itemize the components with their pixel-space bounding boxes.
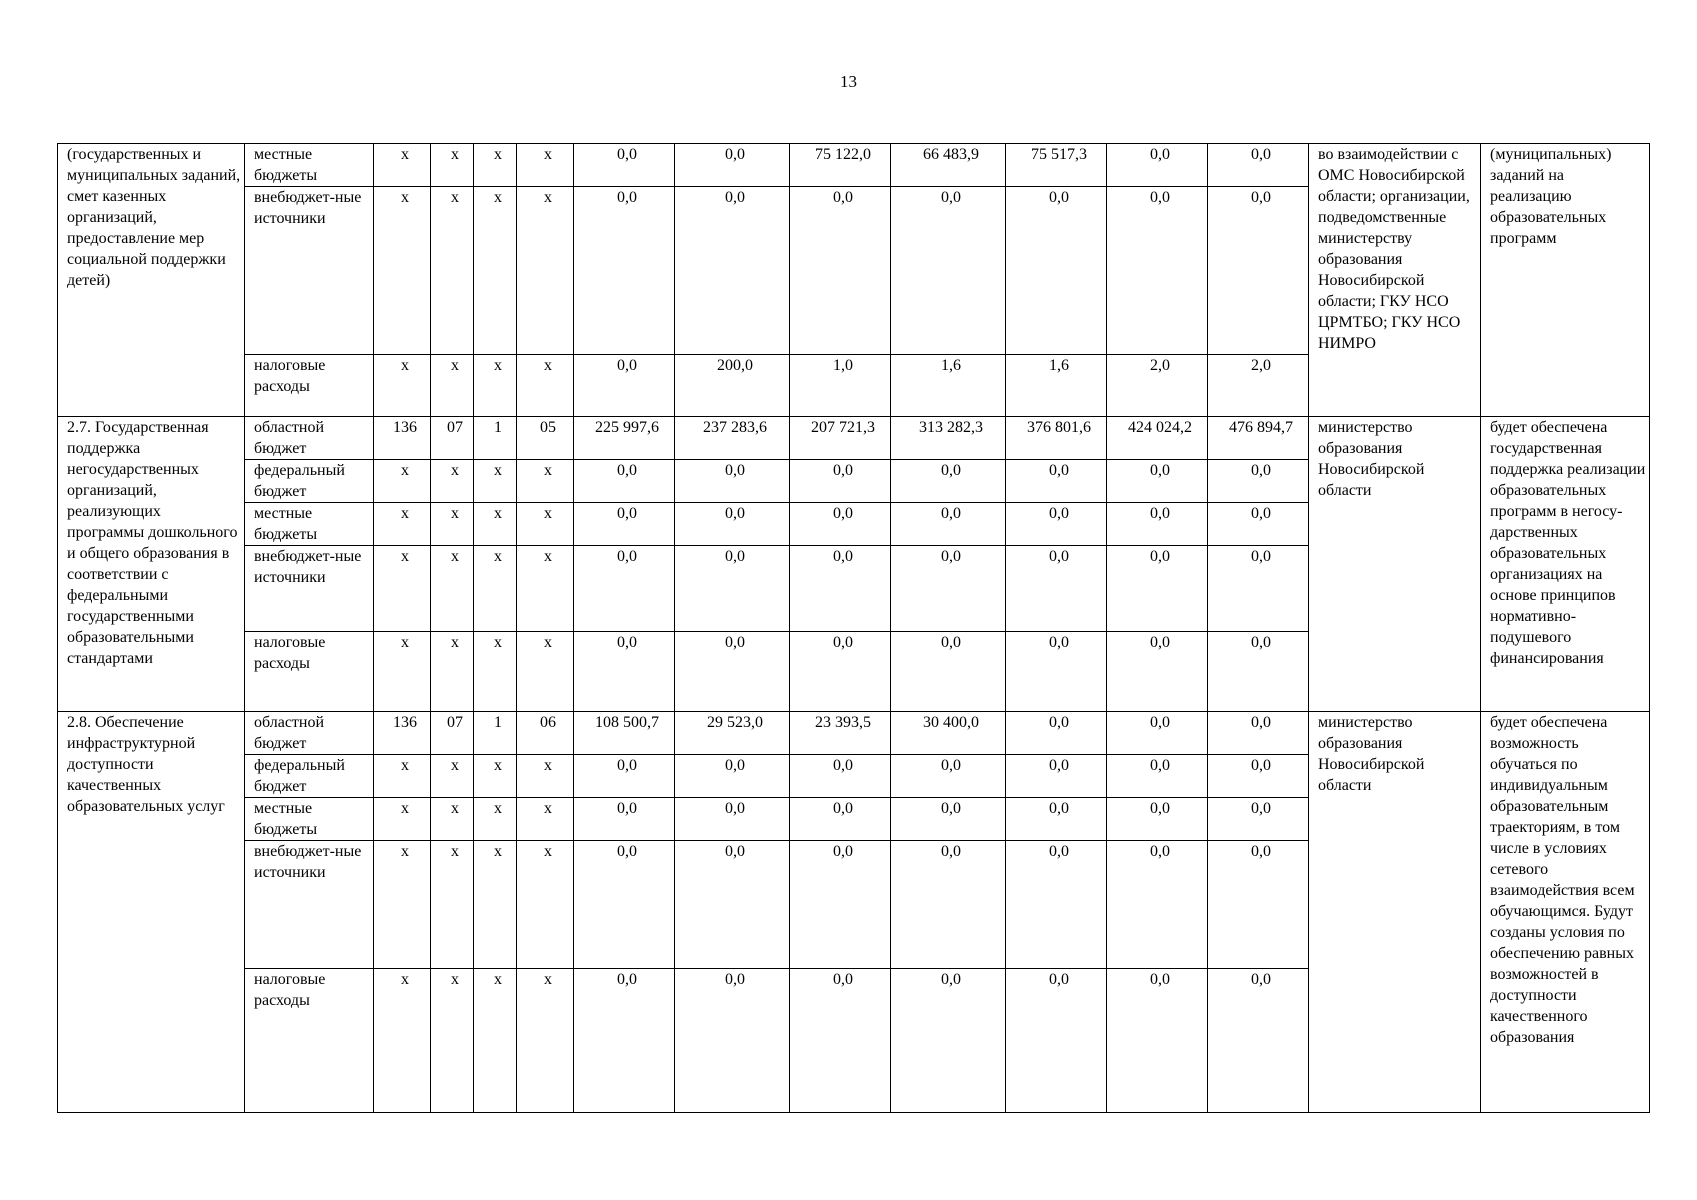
amount-cell: 313 282,3 [891, 417, 1006, 460]
code-cell: x [374, 460, 431, 503]
page-number: 13 [840, 72, 857, 91]
amount-cell: 108 500,7 [574, 712, 675, 755]
amount-cell: 0,0 [790, 632, 891, 712]
code-cell: x [431, 187, 474, 355]
amount-cell: 0,0 [891, 632, 1006, 712]
amount-cell: 0,0 [574, 355, 675, 417]
amount-cell: 424 024,2 [1107, 417, 1208, 460]
code-cell: x [374, 546, 431, 632]
activity-name-cell: (государственных и муниципальных заданий, смет казенных организаций, предоставление мер социальной поддержки детей) [58, 144, 245, 417]
amount-cell: 0,0 [1107, 546, 1208, 632]
code-cell: x [474, 798, 517, 841]
funding-source-cell: местные бюджеты [245, 144, 374, 187]
amount-cell: 0,0 [891, 798, 1006, 841]
code-cell: x [517, 460, 574, 503]
amount-cell: 0,0 [675, 460, 790, 503]
amount-cell: 0,0 [1107, 712, 1208, 755]
activity-name-cell: 2.7. Государственная поддержка негосударственных организаций, реализующих программы дошкольного и общего образования в соответствии с федеральными государственными образовательными стандартами [58, 417, 245, 712]
funding-source-cell: областной бюджет [245, 712, 374, 755]
amount-cell: 0,0 [1208, 712, 1309, 755]
amount-cell: 0,0 [1107, 798, 1208, 841]
expected-result-cell: будет обеспечена возможность обучаться по индивидуальным образовательным траекториям, в том числе в условиях сетевого взаимодействия всем обучающимся. Будут созданы условия по обеспечению равных возможностей в доступности качественного образования [1481, 712, 1650, 1113]
amount-cell: 0,0 [1208, 841, 1309, 969]
funding-source-cell: внебюджет-ные источники [245, 187, 374, 355]
amount-cell: 0,0 [574, 187, 675, 355]
amount-cell: 0,0 [1208, 503, 1309, 546]
code-cell: x [431, 798, 474, 841]
code-cell: 05 [517, 417, 574, 460]
code-cell: x [374, 969, 431, 1113]
amount-cell: 2,0 [1107, 355, 1208, 417]
activity-name-cell: 2.8. Обеспечение инфраструктурной доступности качественных образовательных услуг [58, 712, 245, 1113]
amount-cell: 0,0 [1208, 798, 1309, 841]
amount-cell: 0,0 [1208, 144, 1309, 187]
amount-cell: 0,0 [1107, 841, 1208, 969]
amount-cell: 0,0 [1107, 969, 1208, 1113]
executor-cell: министерство образования Новосибирской области [1309, 712, 1481, 1113]
code-cell: x [474, 144, 517, 187]
code-cell: x [431, 144, 474, 187]
funding-source-cell: областной бюджет [245, 417, 374, 460]
amount-cell: 0,0 [1107, 632, 1208, 712]
amount-cell: 0,0 [1107, 460, 1208, 503]
amount-cell: 0,0 [1006, 969, 1107, 1113]
code-cell: x [374, 355, 431, 417]
amount-cell: 30 400,0 [891, 712, 1006, 755]
amount-cell: 0,0 [790, 503, 891, 546]
code-cell: x [431, 755, 474, 798]
code-cell: x [517, 546, 574, 632]
funding-source-cell: федеральный бюджет [245, 755, 374, 798]
amount-cell: 0,0 [675, 632, 790, 712]
amount-cell: 0,0 [1006, 798, 1107, 841]
amount-cell: 0,0 [574, 841, 675, 969]
amount-cell: 0,0 [790, 546, 891, 632]
amount-cell: 0,0 [1006, 841, 1107, 969]
amount-cell: 0,0 [1107, 755, 1208, 798]
amount-cell: 0,0 [891, 187, 1006, 355]
amount-cell: 0,0 [675, 969, 790, 1113]
amount-cell: 0,0 [574, 144, 675, 187]
table-row [58, 712, 1650, 755]
code-cell: x [431, 632, 474, 712]
amount-cell: 0,0 [790, 798, 891, 841]
amount-cell: 0,0 [675, 798, 790, 841]
amount-cell: 0,0 [891, 546, 1006, 632]
amount-cell: 29 523,0 [675, 712, 790, 755]
amount-cell: 376 801,6 [1006, 417, 1107, 460]
amount-cell: 0,0 [1006, 546, 1107, 632]
amount-cell: 0,0 [1006, 503, 1107, 546]
code-cell: x [474, 187, 517, 355]
code-cell: x [374, 755, 431, 798]
code-cell: x [374, 144, 431, 187]
amount-cell: 225 997,6 [574, 417, 675, 460]
code-cell: x [431, 355, 474, 417]
code-cell: 1 [474, 417, 517, 460]
code-cell: x [474, 969, 517, 1113]
funding-source-cell: налоговые расходы [245, 632, 374, 712]
amount-cell: 1,0 [790, 355, 891, 417]
amount-cell: 0,0 [574, 460, 675, 503]
expected-result-cell: будет обеспечена государственная поддержка реализации образовательных программ в негосу-дарственных образовательных организациях на основе принципов нормативно-подушевого финансирования [1481, 417, 1650, 712]
amount-cell: 0,0 [675, 546, 790, 632]
amount-cell: 0,0 [1208, 187, 1309, 355]
code-cell: x [431, 969, 474, 1113]
amount-cell: 0,0 [891, 503, 1006, 546]
amount-cell: 0,0 [574, 969, 675, 1113]
amount-cell: 0,0 [675, 187, 790, 355]
table-row [58, 144, 1650, 187]
amount-cell: 0,0 [891, 969, 1006, 1113]
amount-cell: 0,0 [675, 144, 790, 187]
expected-result-cell: (муниципальных) заданий на реализацию образовательных программ [1481, 144, 1650, 417]
amount-cell: 0,0 [1006, 460, 1107, 503]
code-cell: x [431, 546, 474, 632]
amount-cell: 0,0 [675, 841, 790, 969]
amount-cell: 1,6 [891, 355, 1006, 417]
code-cell: x [517, 187, 574, 355]
amount-cell: 0,0 [891, 755, 1006, 798]
amount-cell: 0,0 [790, 187, 891, 355]
amount-cell: 0,0 [790, 841, 891, 969]
amount-cell: 0,0 [675, 503, 790, 546]
amount-cell: 0,0 [891, 460, 1006, 503]
code-cell: x [374, 632, 431, 712]
funding-source-cell: налоговые расходы [245, 969, 374, 1113]
amount-cell: 0,0 [1006, 712, 1107, 755]
code-cell: x [374, 841, 431, 969]
funding-source-cell: внебюджет-ные источники [245, 841, 374, 969]
code-cell: x [517, 798, 574, 841]
code-cell: x [474, 460, 517, 503]
amount-cell: 0,0 [790, 460, 891, 503]
code-cell: x [517, 632, 574, 712]
code-cell: 06 [517, 712, 574, 755]
table-row [58, 417, 1650, 460]
executor-cell: министерство образования Новосибирской области [1309, 417, 1481, 712]
amount-cell: 1,6 [1006, 355, 1107, 417]
budget-table [57, 143, 1650, 1113]
code-cell: x [517, 841, 574, 969]
amount-cell: 66 483,9 [891, 144, 1006, 187]
code-cell: x [374, 798, 431, 841]
code-cell: x [374, 503, 431, 546]
amount-cell: 0,0 [1208, 755, 1309, 798]
code-cell: 136 [374, 417, 431, 460]
amount-cell: 2,0 [1208, 355, 1309, 417]
code-cell: x [474, 755, 517, 798]
amount-cell: 0,0 [574, 503, 675, 546]
code-cell: x [474, 546, 517, 632]
code-cell: x [474, 503, 517, 546]
code-cell: x [474, 632, 517, 712]
amount-cell: 0,0 [1006, 187, 1107, 355]
funding-source-cell: местные бюджеты [245, 798, 374, 841]
funding-source-cell: внебюджет-ные источники [245, 546, 374, 632]
code-cell: x [517, 503, 574, 546]
amount-cell: 0,0 [574, 798, 675, 841]
amount-cell: 237 283,6 [675, 417, 790, 460]
amount-cell: 0,0 [891, 841, 1006, 969]
amount-cell: 0,0 [790, 755, 891, 798]
amount-cell: 75 517,3 [1006, 144, 1107, 187]
amount-cell: 23 393,5 [790, 712, 891, 755]
amount-cell: 0,0 [1006, 755, 1107, 798]
code-cell: 1 [474, 712, 517, 755]
amount-cell: 200,0 [675, 355, 790, 417]
amount-cell: 0,0 [1208, 969, 1309, 1113]
code-cell: x [517, 969, 574, 1113]
amount-cell: 0,0 [790, 969, 891, 1113]
executor-cell: во взаимодействии с ОМС Новосибирской области; организации, подведомственные министерству образования Новосибирской области; ГКУ НСО ЦРМТБО; ГКУ НСО НИМРО [1309, 144, 1481, 417]
amount-cell: 0,0 [1208, 632, 1309, 712]
code-cell: x [374, 187, 431, 355]
code-cell: x [474, 841, 517, 969]
amount-cell: 207 721,3 [790, 417, 891, 460]
code-cell: x [517, 355, 574, 417]
amount-cell: 476 894,7 [1208, 417, 1309, 460]
amount-cell: 0,0 [574, 546, 675, 632]
amount-cell: 75 122,0 [790, 144, 891, 187]
amount-cell: 0,0 [1208, 546, 1309, 632]
amount-cell: 0,0 [574, 755, 675, 798]
code-cell: 07 [431, 417, 474, 460]
code-cell: x [517, 755, 574, 798]
amount-cell: 0,0 [675, 755, 790, 798]
amount-cell: 0,0 [1107, 187, 1208, 355]
funding-source-cell: федеральный бюджет [245, 460, 374, 503]
code-cell: 07 [431, 712, 474, 755]
amount-cell: 0,0 [1107, 144, 1208, 187]
code-cell: 136 [374, 712, 431, 755]
code-cell: x [431, 503, 474, 546]
code-cell: x [431, 460, 474, 503]
amount-cell: 0,0 [1107, 503, 1208, 546]
amount-cell: 0,0 [1006, 632, 1107, 712]
code-cell: x [474, 355, 517, 417]
funding-source-cell: налоговые расходы [245, 355, 374, 417]
amount-cell: 0,0 [1208, 460, 1309, 503]
code-cell: x [517, 144, 574, 187]
amount-cell: 0,0 [574, 632, 675, 712]
funding-source-cell: местные бюджеты [245, 503, 374, 546]
code-cell: x [431, 841, 474, 969]
